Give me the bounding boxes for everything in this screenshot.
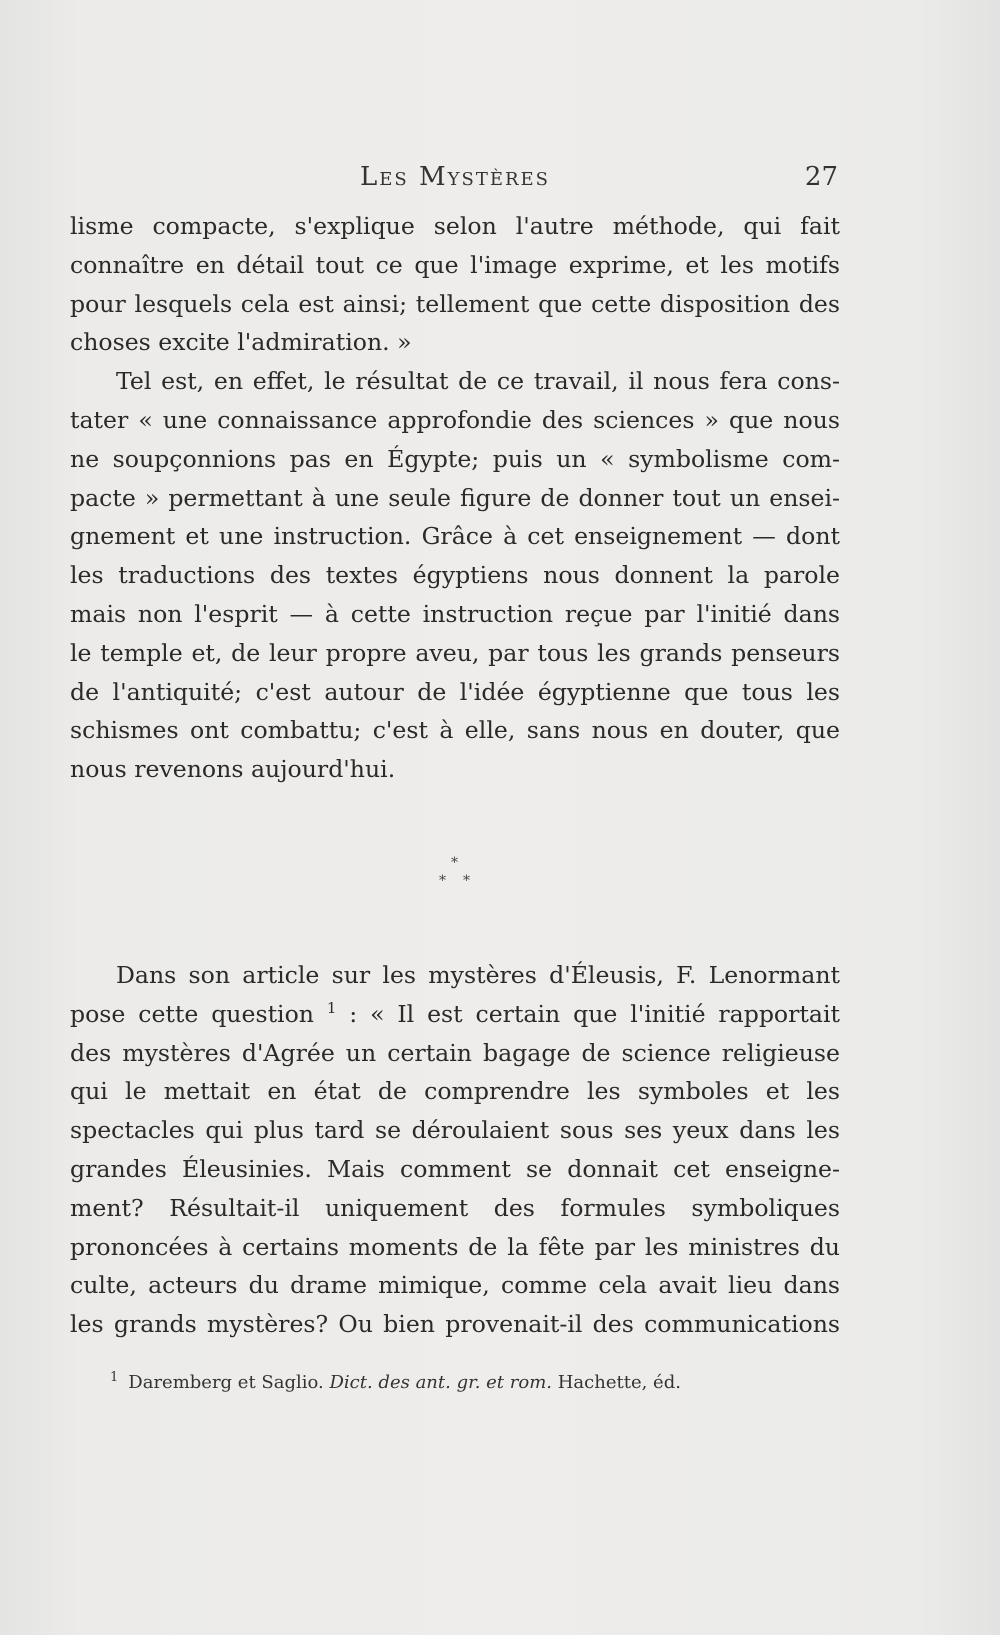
text-line: les traductions des textes égyptiens nous donnent la parole xyxy=(70,561,840,590)
text-line: Tel est, en effet, le résultat de ce travail, il nous fera cons- xyxy=(116,367,840,396)
running-head xyxy=(72,162,838,198)
text-line: spectacles qui plus tard se déroulaient sous ses yeux dans les xyxy=(70,1116,840,1145)
paragraph-continued xyxy=(70,207,840,362)
text-line: connaître en détail tout ce que l'image exprime, et les motifs xyxy=(70,250,840,279)
footnote-mark: 1 xyxy=(110,1370,119,1385)
text-line: de l'antiquité; c'est autour de l'idée égyptienne que tous les xyxy=(70,677,840,706)
asterisk: * xyxy=(451,855,458,871)
page-number: 27 xyxy=(804,162,838,192)
footnote xyxy=(110,1365,810,1396)
text-line: prononcées à certains moments de la fête par les ministres du xyxy=(70,1232,840,1261)
asterisk: * xyxy=(439,873,446,889)
text-line: tater « une connaissance approfondie des sciences » que nous xyxy=(70,405,840,434)
text-line: choses excite l'admiration. » xyxy=(70,328,412,357)
text-line-with-footnote-ref xyxy=(70,995,840,1034)
footnote-authors: Daremberg et Saglio. xyxy=(128,1372,324,1393)
text-line: mais non l'esprit — à cette instruction reçue par l'initié dans xyxy=(70,599,840,628)
text-line: des mystères d'Agrée un certain bagage de science religieuse xyxy=(70,1038,840,1067)
paragraph-tel-est xyxy=(70,362,840,789)
text-line: le temple et, de leur propre aveu, par tous les grands penseurs xyxy=(70,638,840,667)
text-line: grandes Éleusinies. Mais comment se donnait cet enseigne- xyxy=(70,1154,840,1183)
running-title: Les Mystères xyxy=(359,162,550,192)
text-line: les grands mystères? Ou bien provenait-il des communications xyxy=(70,1310,840,1339)
text-line: pour lesquels cela est ainsi; tellement que cette disposition des xyxy=(70,289,840,318)
text-line: schismes ont combattu; c'est à elle, sans nous en douter, que xyxy=(70,716,840,745)
footnote-title: Dict. des ant. gr. et rom. xyxy=(329,1372,552,1393)
text-line: lisme compacte, s'explique selon l'autre méthode, qui fait xyxy=(70,212,840,240)
footnote-publisher: Hachette, éd. xyxy=(557,1372,681,1393)
text-line: nous revenons aujourd'hui. xyxy=(70,755,396,784)
section-separator-asterism xyxy=(425,855,485,895)
text-fragment: pose cette question xyxy=(70,999,314,1028)
text-block-continuation xyxy=(70,207,840,789)
text-line: qui le mettait en état de comprendre les symboles et les xyxy=(70,1077,840,1106)
text-line: gnement et une instruction. Grâce à cet enseignement — dont xyxy=(70,522,840,551)
text-line: culte, acteurs du drame mimique, comme cela avait lieu dans xyxy=(70,1271,840,1300)
asterisk: * xyxy=(463,873,470,889)
footnote-reference[interactable]: 1 xyxy=(326,998,337,1017)
text-line: Dans son article sur les mystères d'Éleusis, F. Lenormant xyxy=(116,961,840,989)
text-line: ment? Résultait-il uniquement des formules symboliques xyxy=(70,1193,840,1222)
text-line: pacte » permettant à une seule figure de donner tout un ensei- xyxy=(70,483,840,512)
text-line: ne soupçonnions pas en Égypte; puis un « symbolisme com- xyxy=(70,444,840,473)
text-block-eleusis xyxy=(70,956,840,1344)
paragraph-eleusis xyxy=(70,956,840,1344)
text-fragment: : « Il est certain que l'initié rapportait xyxy=(336,999,840,1028)
